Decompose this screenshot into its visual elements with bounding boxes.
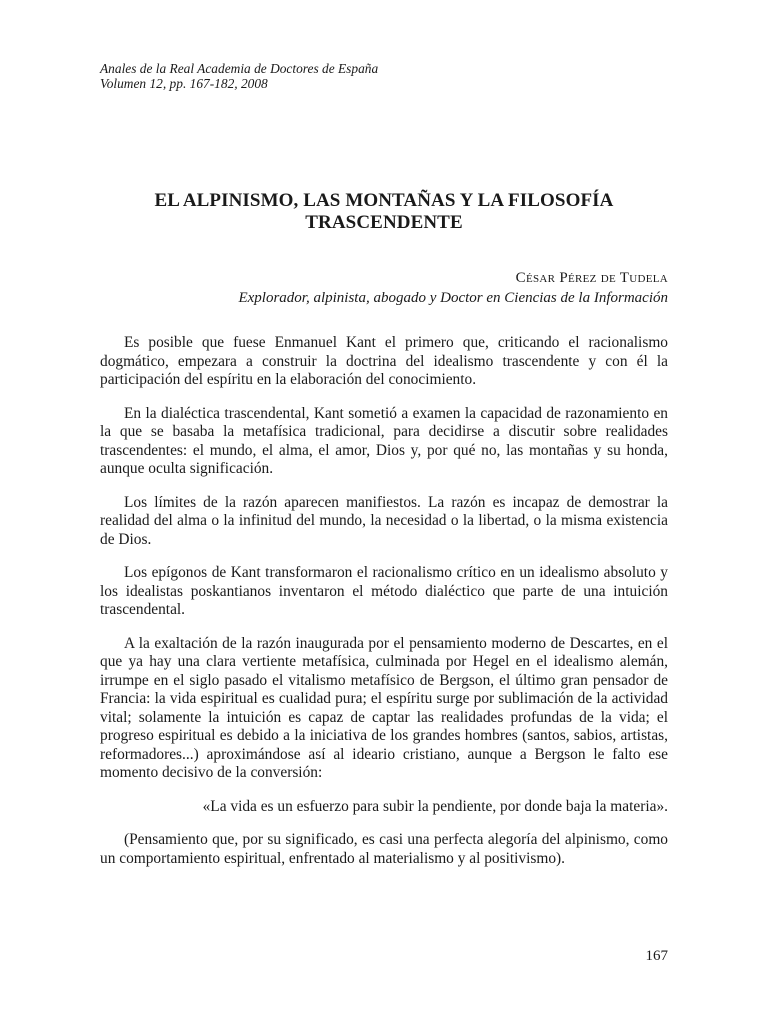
journal-reference — [100, 61, 378, 91]
paragraph-2: En la dialéctica trascendental, Kant sometió a examen la capacidad de razonamiento en la que se basaba la metafísica tradicional, para decidirse a discutir sobre realidades trascendentes: el mundo, el alma, el amor, Dios y, por qué no, las montañas y su honda, aunque oculta significación. — [100, 404, 668, 477]
author-name: César Pérez de Tudela — [515, 270, 668, 286]
article-title — [100, 190, 668, 234]
closing-paragraph: (Pensamiento que, por su significado, es casi una perfecta alegoría del alpinismo, como un comportamiento espiritual, enfrentado al materialismo y al positivismo). — [100, 831, 668, 867]
journal-name: Anales de la Real Academia de Doctores de España — [100, 61, 379, 76]
paragraph-3: Los límites de la razón aparecen manifiestos. La razón es incapaz de demostrar la realidad del alma o la infinitud del mundo, la necesidad o la libertad, o la misma existencia de Dios. — [100, 493, 668, 548]
paragraph-5: A la exaltación de la razón inaugurada por el pensamiento moderno de Descartes, en el que ya hay una clara vertiente metafísica, culminada por Hegel en el idealismo alemán, irrumpe en el siglo pasado el vitalismo metafísico de Bergson, el último gran pensador de Francia: la vida espiritual es cualidad pura; el espíritu surge por sublimación de la actividad vital; solamente la intuición es capaz de captar las realidades profundas de la vida; el progreso espiritual es debido a la iniciativa de los grandes hombres (santos, sabios, artistas, reformadores...) aproximándose así al ideario cristiano, aunque a Bergson le falto ese momento decisivo de la conversión: — [100, 634, 668, 781]
paragraph-4: Los epígonos de Kant transformaron el racionalismo crítico en un idealismo absoluto y los idealistas poskantianos inventaron el método dialéctico que parte de una intuición trascendental. — [100, 564, 668, 618]
author-block — [238, 268, 668, 308]
author-affiliation: Explorador, alpinista, abogado y Doctor en Ciencias de la Información — [238, 290, 668, 306]
document-page — [100, 0, 668, 1024]
title-line-1: EL ALPINISMO, LAS MONTAÑAS Y LA FILOSOFÍA — [154, 190, 614, 211]
journal-volume: Volumen 12, pp. 167-182, 2008 — [100, 76, 268, 91]
article-body — [100, 334, 668, 883]
page-number: 167 — [645, 948, 668, 964]
title-line-2: TRASCENDENTE — [305, 212, 463, 233]
paragraph-1: Es posible que fuese Enmanuel Kant el primero que, criticando el racionalismo dogmático, empezara a construir la doctrina del idealismo trascendente y con él la participación del espíritu en la elaboración del conocimiento. — [100, 334, 668, 388]
bergson-quote: «La vida es un esfuerzo para subir la pendiente, por donde baja la materia». — [202, 797, 668, 815]
